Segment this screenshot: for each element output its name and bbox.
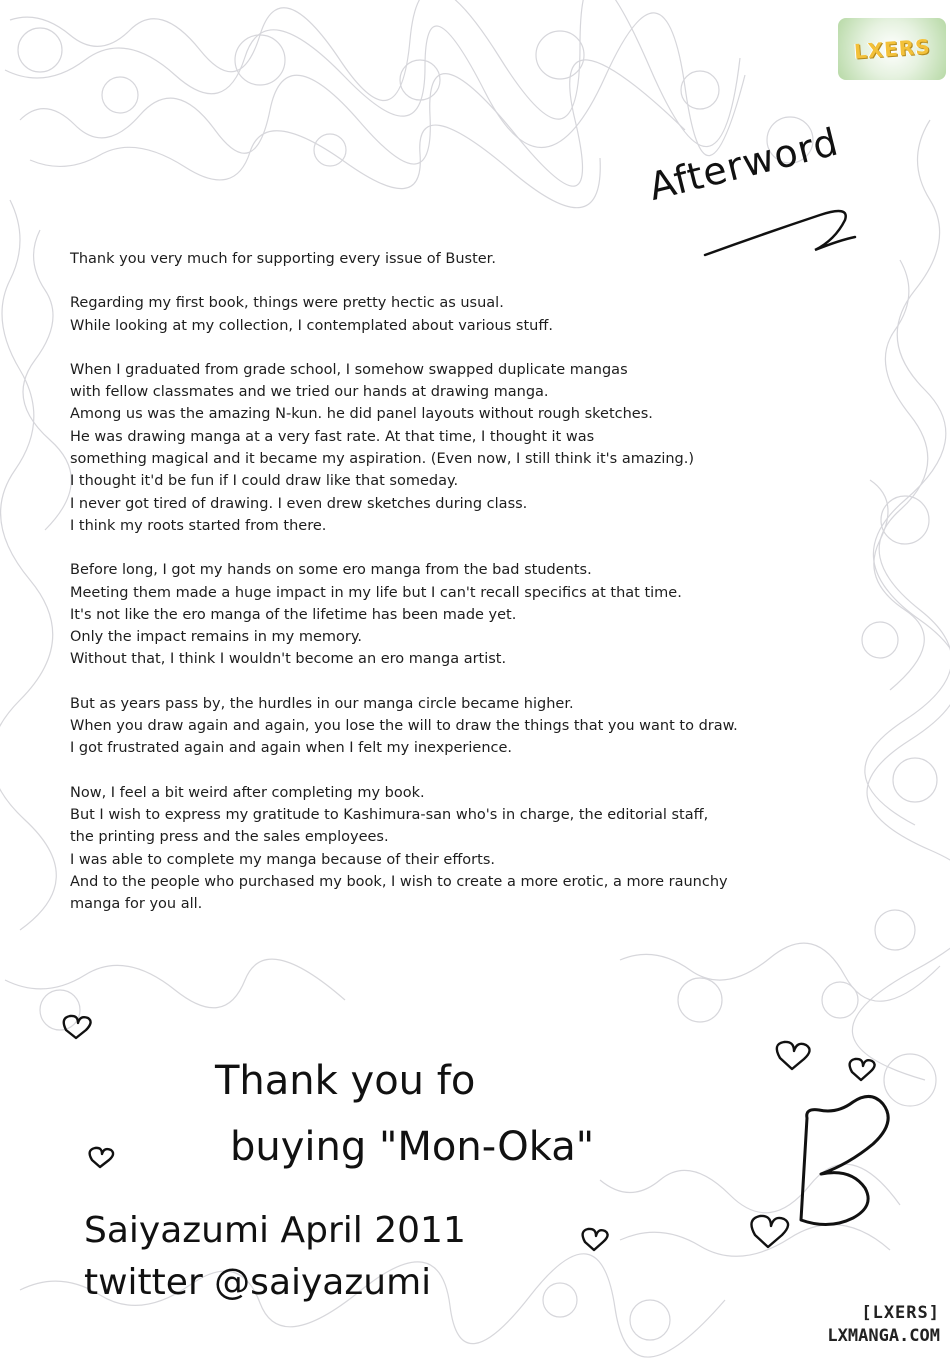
paragraph-2 — [70, 292, 890, 337]
text-line: something magical and it became my aspiration. (Even now, I still think it's amazing.) — [70, 451, 695, 468]
text-line: I think my roots started from there. — [70, 517, 327, 534]
text-line: I thought it'd be fun if I could draw like that someday. — [70, 473, 459, 490]
text-line: While looking at my collection, I contemplated about various stuff. — [70, 317, 553, 334]
text-line: the printing press and the sales employees. — [70, 829, 389, 846]
text-line: He was drawing manga at a very fast rate. At that time, I thought it was — [70, 428, 595, 445]
text-line: When I graduated from grade school, I somehow swapped duplicate mangas — [70, 361, 628, 378]
afterword-body — [70, 248, 890, 937]
text-line: I got frustrated again and again when I felt my inexperience. — [70, 740, 513, 757]
afterword-title: Afterword — [644, 119, 843, 209]
text-line: I was able to complete my manga because of their efforts. — [70, 851, 495, 868]
text-line: But as years pass by, the hurdles in our manga circle became higher. — [70, 695, 574, 712]
text-line: Only the impact remains in my memory. — [70, 629, 362, 646]
twitter-handle: twitter @saiyazumi — [84, 1262, 432, 1303]
logo-text: LXERS — [852, 34, 932, 64]
thanks-line-1: Thank you fo — [215, 1058, 476, 1104]
watermark-line-1: [LXERS] — [861, 1303, 940, 1323]
watermark-line-2: LXMANGA.COM — [827, 1326, 940, 1346]
text-line: with fellow classmates and we tried our hands at drawing manga. — [70, 384, 549, 401]
thanks-line-2: buying "Mon-Oka" — [230, 1124, 595, 1170]
text-line: Meeting them made a huge impact in my life but I can't recall specifics at that time. — [70, 584, 682, 601]
text-line: Without that, I think I wouldn't become an ero manga artist. — [70, 651, 507, 668]
text-line: But I wish to express my gratitude to Kashimura-san who's in charge, the editorial staff, — [70, 806, 709, 823]
site-watermark — [795, 1302, 940, 1348]
author-signature — [84, 1205, 584, 1309]
paragraph-4 — [70, 559, 890, 670]
text-line: Among us was the amazing N-kun. he did panel layouts without rough sketches. — [70, 406, 653, 423]
paragraph-1 — [70, 248, 890, 270]
signature-date: Saiyazumi April 2011 — [84, 1210, 466, 1251]
text-line: manga for you all. — [70, 896, 203, 913]
paragraph-6 — [70, 782, 890, 916]
thank-you-message — [215, 1048, 735, 1180]
text-line: Now, I feel a bit weird after completing my book. — [70, 784, 425, 801]
text-line: When you draw again and again, you lose the will to draw the things that you want to draw. — [70, 718, 738, 735]
text-line: Before long, I got my hands on some ero manga from the bad students. — [70, 562, 592, 579]
text-line: I never got tired of drawing. I even drew sketches during class. — [70, 495, 528, 512]
text-line: Regarding my first book, things were pretty hectic as usual. — [70, 295, 504, 312]
paragraph-5 — [70, 693, 890, 760]
paragraph-3 — [70, 359, 890, 537]
text-line: Thank you very much for supporting every issue of Buster. — [70, 251, 496, 267]
text-line: And to the people who purchased my book, I wish to create a more erotic, a more raunchy — [70, 873, 728, 890]
text-line: It's not like the ero manga of the lifetime has been made yet. — [70, 606, 517, 623]
lxers-logo-badge — [838, 18, 946, 80]
